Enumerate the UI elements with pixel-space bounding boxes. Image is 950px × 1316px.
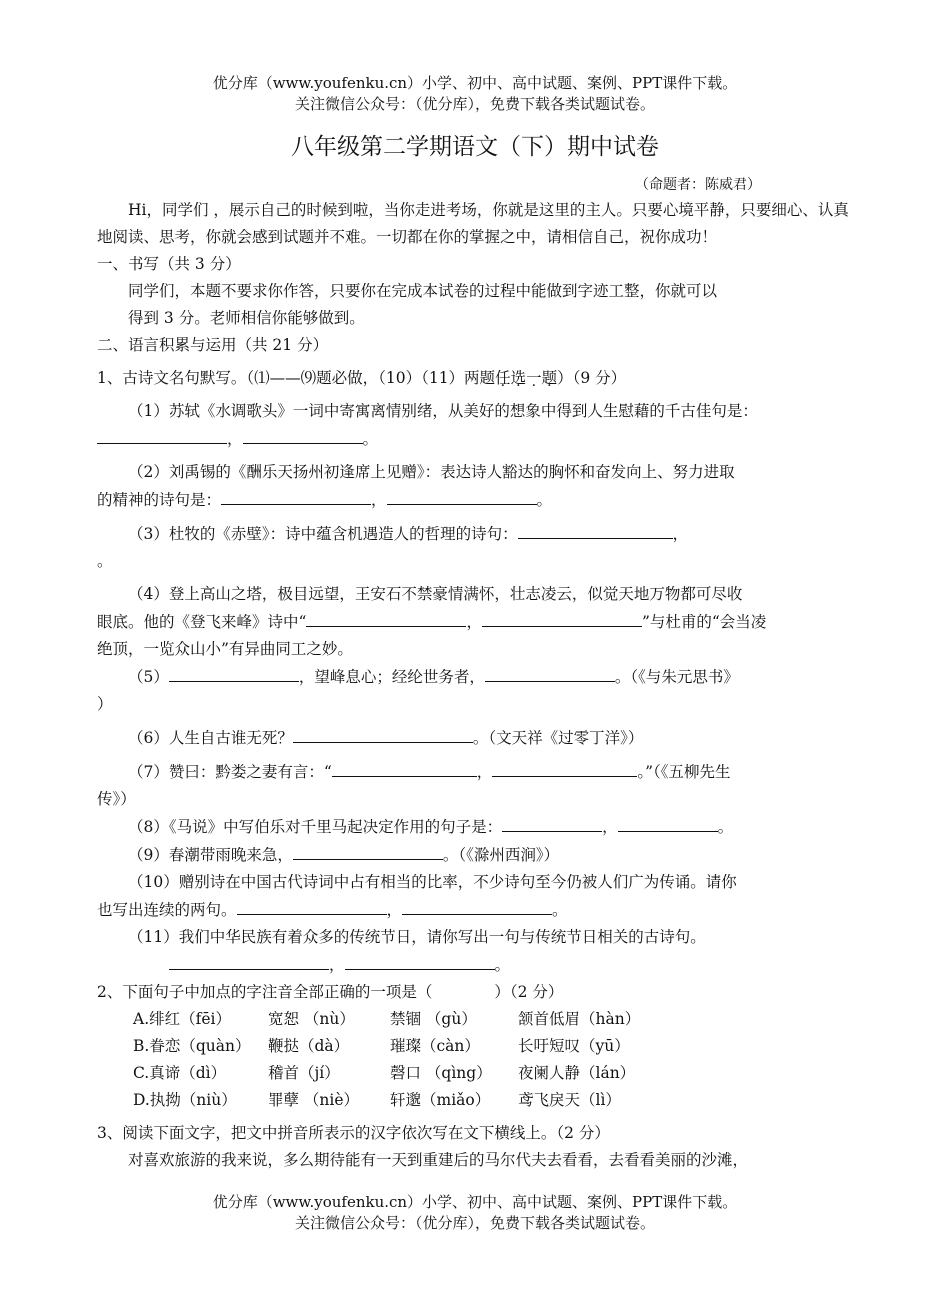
- q1-item-11-answer: ， 。: [97, 951, 857, 979]
- q3-stem: 3、阅读下面文字，把文中拼音所表示的汉字依次写在文下横线上。（2 分）: [97, 1124, 610, 1142]
- answer-blank[interactable]: [97, 425, 227, 444]
- exam-body: [97, 197, 857, 1174]
- answer-blank[interactable]: [345, 951, 495, 970]
- q1-item-2a: （2）刘禹锡的《酬乐天扬州初逢席上见赠》：表达诗人豁达的胸怀和奋发向上、努力进取: [128, 463, 735, 481]
- q1-item-6: （6）人生自古谁无死？ 。（文天祥《过零丁洋》）: [97, 724, 857, 752]
- answer-blank[interactable]: [169, 951, 329, 970]
- author-note: （命题者：陈威君）: [635, 177, 761, 193]
- q1-item-10b: 也写出连续的两句。 ， 。: [97, 896, 857, 924]
- page-footer: [0, 1192, 950, 1234]
- q2-stem: 2、下面句子中加点的字注音全部正确的一项是（ ）（2 分）: [97, 983, 564, 1001]
- answer-blank[interactable]: [221, 486, 371, 505]
- q1-item-5: （5） ，望峰息心；经纶世务者， 。（《与朱元思书》: [97, 663, 857, 691]
- answer-blank[interactable]: [485, 663, 615, 682]
- answer-blank[interactable]: [618, 813, 718, 832]
- q1-item-1: （1）苏轼《水调歌头》一词中寄寓离情别绪，从美好的想象中得到人生慰藉的千古佳句是：: [128, 402, 758, 420]
- exam-title: 八年级第二学期语文（下）期中试卷: [291, 134, 659, 160]
- q2-option-d[interactable]: D.执拗（niù） 罪孽 （niè） 轩邈（miǎo） 鸢飞戾天（lì）: [133, 1091, 621, 1109]
- section-1-heading: 一、书写（共 3 分）: [97, 255, 241, 273]
- answer-blank[interactable]: [502, 813, 602, 832]
- q1-item-5d: ）: [97, 695, 113, 713]
- q1-item-8: （8）《马说》中写伯乐对千里马起决定作用的句子是： ， 。: [97, 813, 857, 841]
- answer-blank[interactable]: [518, 520, 673, 539]
- answer-blank[interactable]: [482, 608, 642, 627]
- q3-text: 对喜欢旅游的我来说，多么期待能有一天到重建后的马尔代夫去看看，去看看美丽的沙滩，: [128, 1151, 749, 1169]
- intro-paragraph: Hi，同学们 ，展示自己的时候到啦，当你走进考场，你就是这里的主人。只要心境平静，只要细心、认真地阅读、思考，你就会感到试题并不难。一切都在你的掌握之中，请相信自己，祝你成功！: [97, 201, 849, 246]
- q2-option-a[interactable]: A.绯红（fēi） 宽恕 （nù） 禁锢 （gù） 颔首低眉（hàn）: [133, 1010, 641, 1028]
- q1-item-3: （3）杜牧的《赤壁》：诗中蕴含机遇造人的哲理的诗句： ，: [97, 520, 857, 548]
- answer-blank[interactable]: [332, 758, 477, 777]
- section-1-line-2: 得到 3 分。老师相信你能够做到。: [128, 309, 365, 327]
- answer-blank[interactable]: [306, 608, 466, 627]
- q1-item-9: （9）春潮带雨晚来急， 。（《滁州西涧》）: [97, 841, 857, 869]
- footer-line-2: 关注微信公众号：（优分库），免费下载各类试题试卷。: [294, 1214, 655, 1232]
- q1-item-4d: 绝顶，一览众山小”有异曲同工之妙。: [97, 640, 353, 658]
- header-line-1: 优分库（www.youfenku.cn）小学、初中、高中试题、案例、PPT课件下载。: [212, 74, 738, 92]
- answer-blank[interactable]: [237, 896, 387, 915]
- answer-blank[interactable]: [169, 663, 299, 682]
- q1-stem: 1、古诗文名句默写。（⑴——⑼题必做，（10）（11）两题任选一题）（9 分）: [97, 369, 627, 387]
- q1-item-2b: 的精神的诗句是： ， 。: [97, 486, 857, 514]
- q2-option-c[interactable]: C.真谛（dì） 稽首（jí） 磬口 （qìng） 夜阑人静（lán）: [133, 1064, 636, 1082]
- q1-item-10a: （10）赠别诗在中国古代诗词中占有相当的比率，不少诗句至今仍被人们广为传诵。请你: [128, 873, 737, 891]
- footer-line-1: 优分库（www.youfenku.cn）小学、初中、高中试题、案例、PPT课件下载。: [212, 1193, 738, 1211]
- q1-item-11: （11）我们中华民族有着众多的传统节日，请你写出一句与传统节日相关的古诗句。: [128, 928, 706, 946]
- answer-blank[interactable]: [293, 841, 443, 860]
- q2-option-b[interactable]: B.眷恋（quàn） 鞭挞（dà） 璀璨（càn） 长吁短叹（yū）: [133, 1037, 630, 1055]
- answer-blank[interactable]: [293, 724, 473, 743]
- q1-stem-dotted: 任选一题: [495, 369, 558, 387]
- q1-item-4a: （4）登上高山之塔，极目远望，王安石不禁豪情满怀，壮志凌云，似觉天地万物都可尽收: [128, 585, 743, 603]
- page-header: [0, 73, 950, 115]
- answer-blank[interactable]: [402, 896, 552, 915]
- answer-blank[interactable]: [387, 486, 537, 505]
- header-line-2: 关注微信公众号：（优分库），免费下载各类试题试卷。: [294, 95, 655, 113]
- q1-item-3-end: 。: [97, 552, 113, 570]
- section-1-line-1: 同学们，本题不要求你作答，只要你在完成本试卷的过程中能做到字迹工整，你就可以: [128, 282, 718, 300]
- q1-item-7: （7）赞曰：黔娄之妻有言：“ ， 。”（《五柳先生: [97, 758, 857, 786]
- q1-item-7c: 传》）: [97, 790, 136, 808]
- answer-blank[interactable]: [243, 425, 363, 444]
- answer-blank[interactable]: [492, 758, 637, 777]
- q1-item-4b: 眼底。他的《登飞来峰》诗中“ ， ”与杜甫的“会当凌: [97, 608, 857, 636]
- section-2-heading: 二、语言积累与运用（共 21 分）: [97, 336, 329, 354]
- q1-item-1-answer: ， 。: [97, 425, 857, 453]
